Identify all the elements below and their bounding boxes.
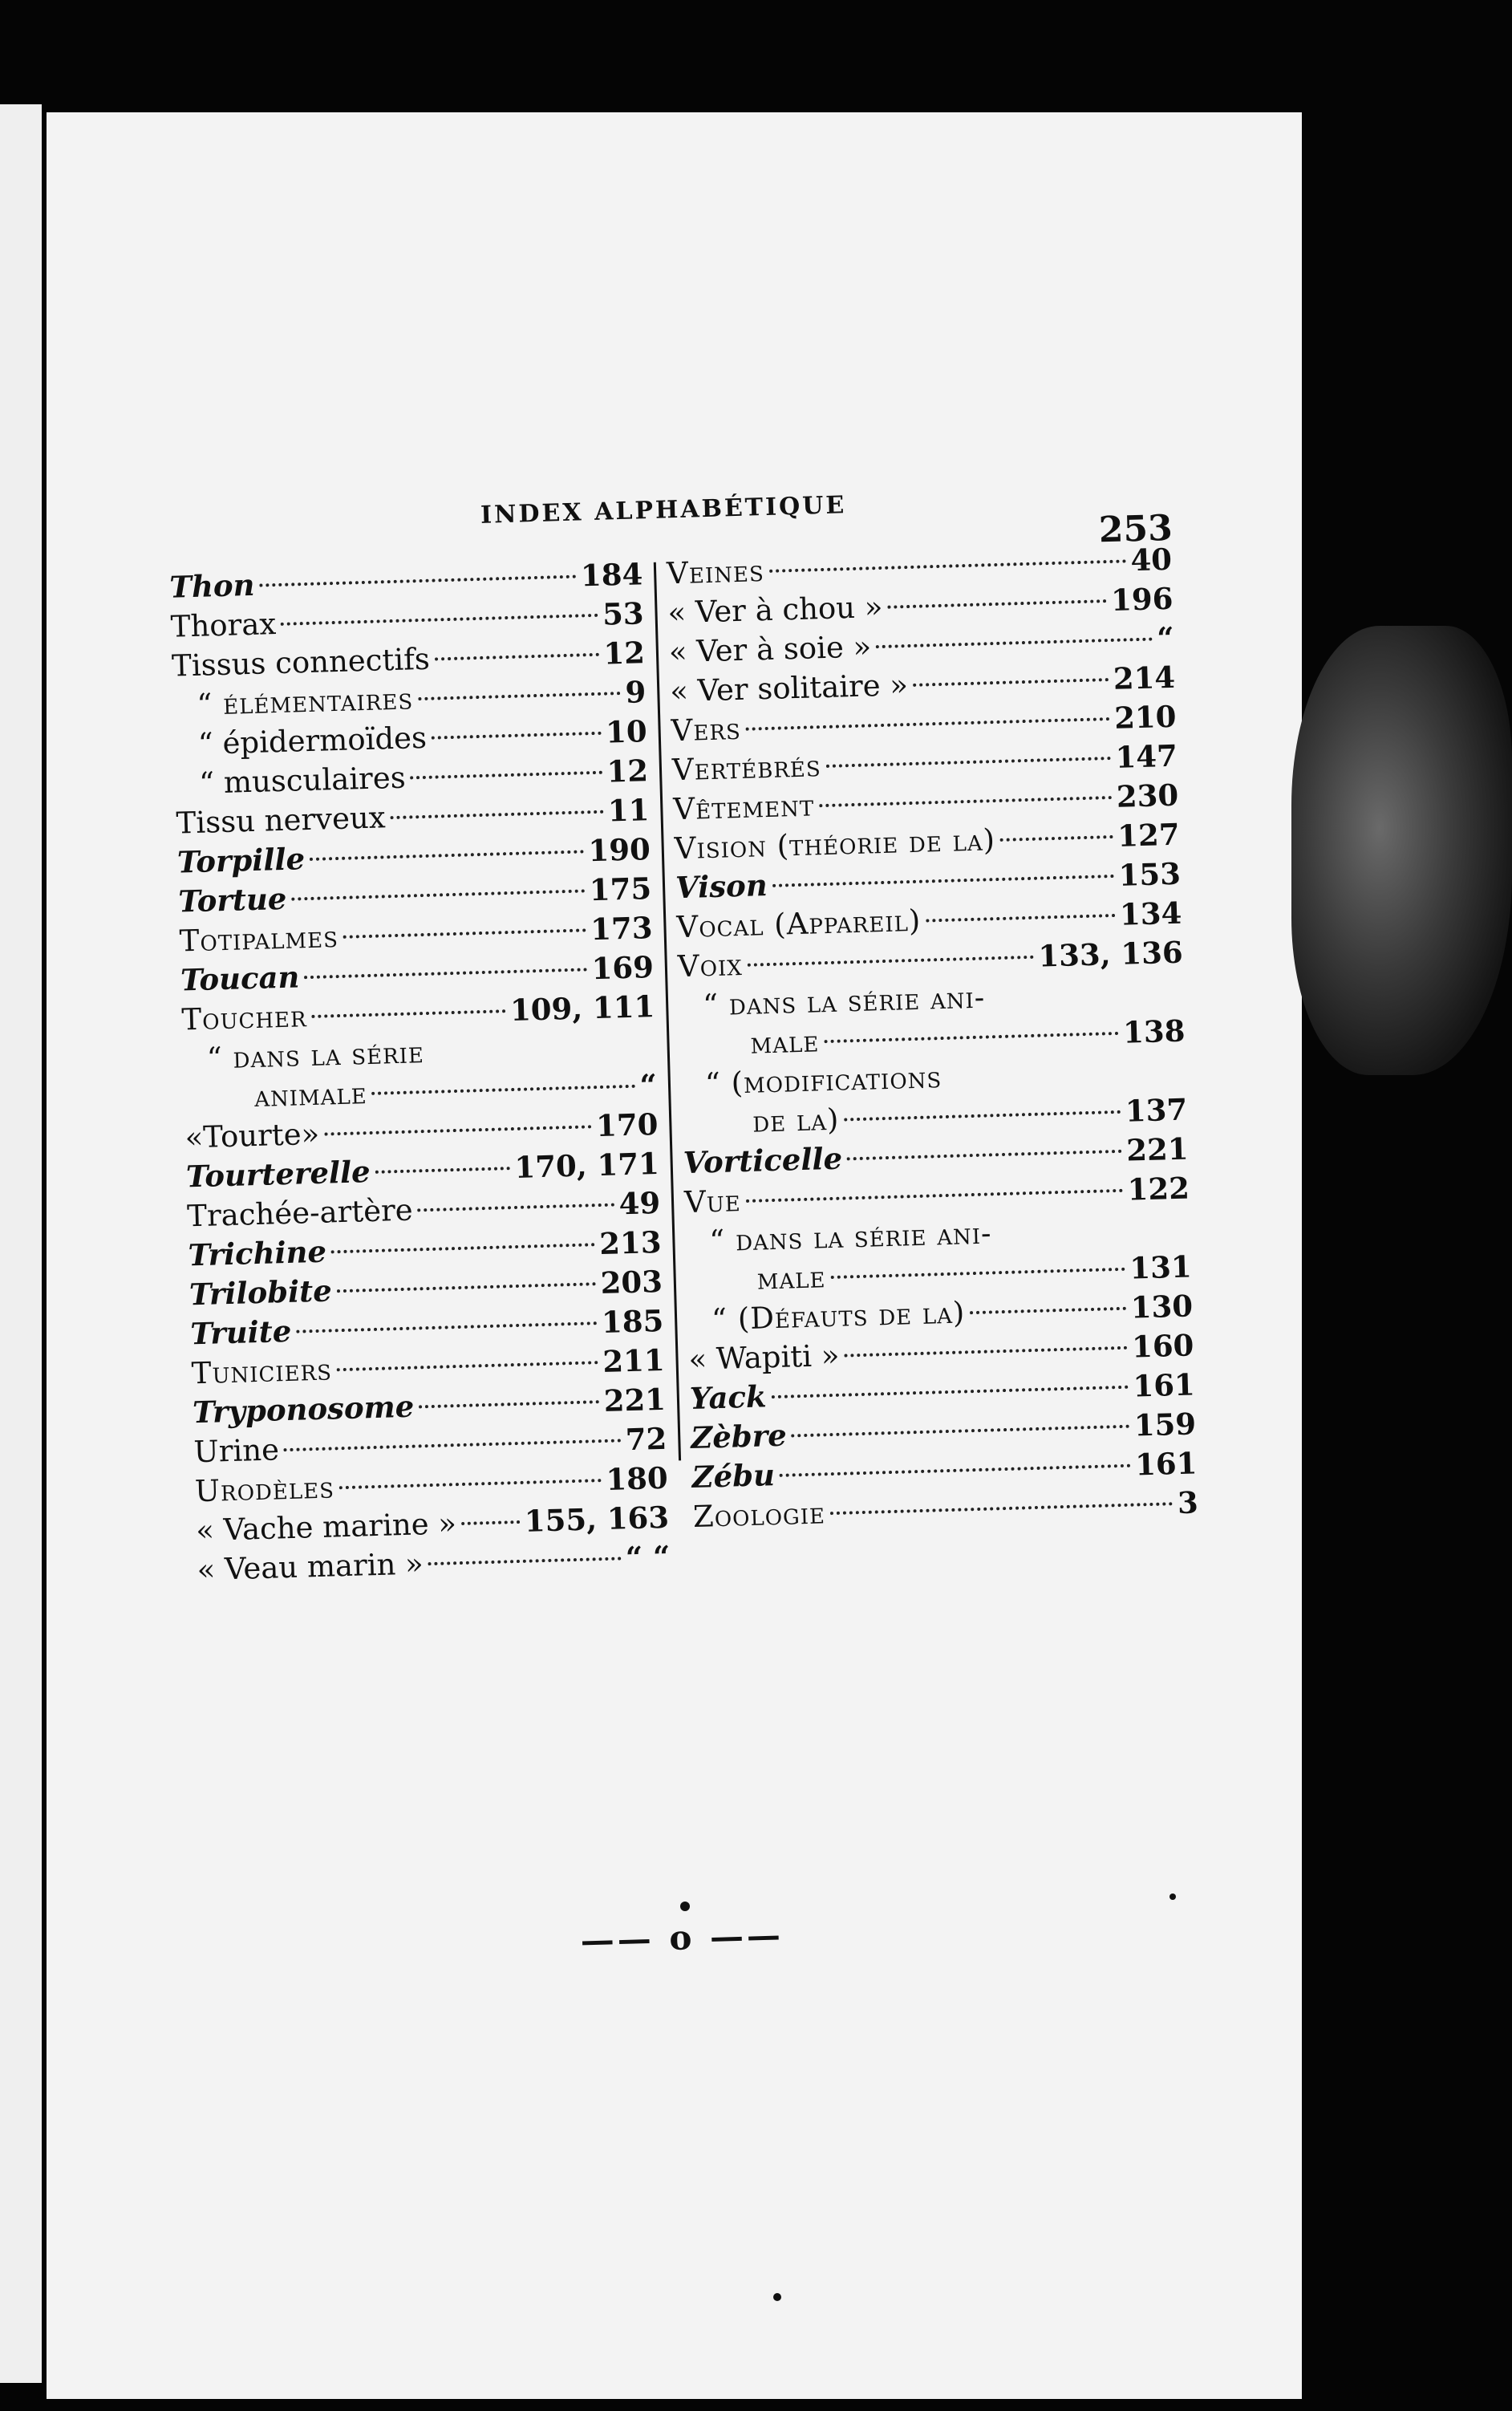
entry-term: «Tourte» (184, 1116, 320, 1155)
entry-page-ref: 53 (602, 595, 645, 632)
entry-page-ref: 169 (591, 949, 655, 987)
entry-term: Vertébrés (671, 749, 822, 788)
entry-term: Vue (683, 1183, 742, 1220)
entry-page-ref: 12 (602, 635, 646, 672)
entry-page-ref: 175 (589, 871, 652, 908)
dot-leader (748, 956, 1034, 967)
entry-page-ref: 214 (1113, 659, 1176, 696)
entry-page-ref: 12 (606, 753, 649, 789)
entry-term: Zèbre (690, 1417, 788, 1455)
page-number: 253 (1098, 507, 1174, 551)
entry-page-ref: 211 (602, 1341, 666, 1380)
dot-leader (830, 1268, 1125, 1279)
entry-page-ref: 170, 171 (513, 1145, 660, 1185)
entry-page-ref: “ (1156, 619, 1175, 656)
entry-page-ref: 203 (600, 1263, 663, 1301)
entry-page-ref: 213 (598, 1224, 663, 1262)
entry-term: animale (253, 1076, 368, 1114)
dot-leader (375, 1167, 510, 1174)
entry-term: Zoologie (692, 1496, 826, 1534)
entry-page-ref: 137 (1125, 1091, 1188, 1129)
dot-leader (284, 1439, 621, 1451)
entry-page-ref: 221 (1125, 1130, 1190, 1168)
entry-term: Tortue (177, 880, 287, 919)
entry-page-ref: 49 (618, 1184, 661, 1222)
dot-leader (913, 678, 1109, 687)
entry-page-ref: 40 (1129, 541, 1173, 578)
entry-term: « Ver solitaire » (669, 668, 909, 709)
entry-page-ref: 147 (1114, 737, 1178, 775)
entry-page-ref: 130 (1130, 1288, 1194, 1325)
dot-leader (824, 1032, 1118, 1043)
running-title: INDEX ALPHABÉTIQUE (480, 491, 847, 530)
adjacent-page-edge (0, 104, 42, 2383)
entry-page-ref: 180 (605, 1459, 669, 1497)
entry-term: Vision (théorie de la) (674, 822, 996, 867)
entry-page-ref: 173 (590, 910, 654, 948)
entry-term: Toucher (180, 999, 308, 1037)
entry-page-ref: 221 (603, 1381, 667, 1419)
entry-term: Truite (189, 1313, 292, 1352)
entry-term: « Veau marin » (197, 1546, 424, 1588)
entry-page-ref: 72 (625, 1420, 667, 1458)
entry-term: “ dans la série (206, 1035, 425, 1076)
entry-term: Vocal (Appareil) (675, 903, 922, 945)
dot-leader (324, 1125, 591, 1135)
entry-term: « Ver à chou » (667, 589, 884, 631)
entry-term: “ (Défauts de la) (711, 1295, 966, 1337)
dot-leader (391, 810, 604, 819)
entry-term: male (749, 1024, 820, 1061)
entry-term: Urine (193, 1432, 280, 1470)
ink-speck (1169, 1893, 1176, 1900)
entry-term: Vison (675, 867, 768, 906)
entry-page-ref: 170 (595, 1106, 659, 1144)
dot-leader (372, 1085, 635, 1095)
entry-page-ref: 3 (1177, 1484, 1199, 1521)
entry-term: Vers (671, 711, 742, 749)
dot-leader (780, 1464, 1130, 1477)
entry-term: Zébu (691, 1457, 776, 1495)
entry-term: “ épidermoïdes (197, 720, 428, 761)
entry-page-ref: 133, 136 (1037, 934, 1184, 974)
entry-page-ref: 9 (624, 674, 647, 710)
entry-term: Vorticelle (683, 1140, 843, 1181)
dot-leader (792, 1425, 1129, 1438)
entry-page-ref: 184 (580, 556, 643, 594)
dot-leader (311, 1009, 505, 1018)
dot-leader (844, 1346, 1127, 1358)
page-content (103, 460, 1199, 1961)
entry-term: Tryponosome (192, 1388, 415, 1431)
dot-leader (304, 968, 586, 979)
dot-leader (887, 599, 1106, 609)
dot-leader (1000, 835, 1113, 842)
entry-term: Thorax (170, 607, 277, 644)
page-stain (1291, 626, 1512, 1075)
entry-page-ref: 185 (601, 1302, 664, 1341)
dot-leader (990, 994, 1179, 1000)
entry-term: “ musculaires (198, 760, 407, 801)
entry-term: Torpille (176, 841, 306, 880)
dot-leader (772, 875, 1114, 887)
entry-term: Tourterelle (185, 1154, 371, 1195)
ink-speck (680, 1902, 690, 1911)
entry-term: Trichine (188, 1233, 327, 1273)
dot-leader (970, 1307, 1126, 1314)
entry-term: Totipalmes (179, 919, 339, 959)
entry-term: Trilobite (188, 1272, 333, 1313)
entry-page-ref: “ “ (625, 1538, 671, 1576)
dot-leader (343, 928, 586, 938)
dot-leader (419, 1400, 599, 1408)
dot-leader (331, 1243, 594, 1253)
dot-leader (830, 1502, 1173, 1515)
dot-leader (996, 1230, 1186, 1236)
dot-leader (310, 850, 584, 861)
dot-leader (769, 559, 1126, 572)
dot-leader (411, 771, 602, 780)
entry-term: « Wapiti » (687, 1337, 840, 1378)
entry-page-ref: 138 (1122, 1013, 1186, 1050)
entry-term: Urodèles (194, 1470, 335, 1509)
dot-leader (772, 1386, 1129, 1398)
entry-page-ref: 122 (1127, 1170, 1190, 1208)
entry-term: de la) (752, 1102, 840, 1139)
dot-leader (337, 1361, 598, 1371)
entry-page-ref: 210 (1113, 698, 1178, 736)
entry-term: Tissus connectifs (171, 641, 431, 684)
entry-page-ref: 131 (1129, 1248, 1193, 1286)
entry-page-ref: 160 (1131, 1327, 1194, 1365)
entry-term: Vêtement (672, 788, 815, 827)
entry-page-ref: 155, 163 (524, 1499, 670, 1539)
entry-term: Veines (666, 554, 765, 591)
index-column-left (169, 554, 671, 1589)
index-column-right (667, 540, 1199, 1536)
dot-leader (339, 1479, 602, 1489)
entry-page-ref: 153 (1118, 855, 1182, 893)
entry-page-ref: 11 (607, 792, 651, 829)
dot-leader (291, 889, 585, 900)
entry-term: male (756, 1260, 827, 1297)
dot-leader (876, 638, 1152, 649)
dot-leader (746, 717, 1110, 731)
entry-term: Toucan (180, 959, 300, 998)
entry-page-ref: 127 (1117, 816, 1181, 854)
book-page (47, 112, 1302, 2399)
entry-page-ref: 190 (587, 831, 651, 869)
entry-term: “ (modifications (704, 1060, 942, 1102)
dot-leader (428, 1557, 621, 1565)
entry-page-ref: 109, 111 (509, 988, 655, 1029)
dot-leader (296, 1321, 597, 1333)
entry-page-ref: 159 (1133, 1406, 1197, 1443)
entry-term: “ dans la série ani- (702, 980, 986, 1023)
entry-term: Tissu nerveux (176, 800, 387, 841)
dot-leader (418, 692, 621, 700)
dot-leader (844, 1110, 1121, 1122)
dot-leader (259, 575, 576, 587)
dot-leader (947, 1073, 1182, 1079)
entry-page-ref: “ (639, 1067, 658, 1103)
entry-term: Trachée-artère (186, 1192, 414, 1234)
entry-term: Thon (168, 566, 256, 605)
dot-leader (432, 732, 601, 740)
end-ornament: —— o —— (580, 1915, 784, 1961)
dot-leader (746, 1189, 1123, 1203)
entry-term: “ élémentaires (196, 681, 414, 722)
dot-leader (435, 653, 599, 661)
entry-page-ref: 161 (1132, 1366, 1196, 1404)
entry-page-ref: 161 (1134, 1445, 1198, 1483)
dot-leader (337, 1282, 596, 1293)
entry-term: “ dans la série ani- (708, 1216, 993, 1259)
dot-leader (281, 614, 598, 626)
entry-page-ref: 196 (1110, 580, 1174, 618)
entry-term: Yack (689, 1378, 768, 1416)
dot-leader (461, 1520, 520, 1525)
entry-page-ref: 230 (1116, 777, 1179, 814)
dot-leader (418, 1203, 614, 1212)
dot-leader (429, 1048, 651, 1054)
dot-leader (847, 1150, 1121, 1161)
entry-term: « Vache marine » (195, 1506, 457, 1548)
dot-leader (826, 757, 1111, 768)
entry-page-ref: 134 (1119, 895, 1182, 932)
dot-leader (819, 796, 1112, 807)
entry-term: Tuniciers (191, 1352, 333, 1391)
entry-page-ref: 10 (605, 713, 648, 750)
dot-leader (926, 914, 1115, 923)
ink-speck (773, 2293, 781, 2301)
entry-term: « Ver à soie » (668, 629, 872, 670)
entry-term: Voix (677, 947, 744, 984)
